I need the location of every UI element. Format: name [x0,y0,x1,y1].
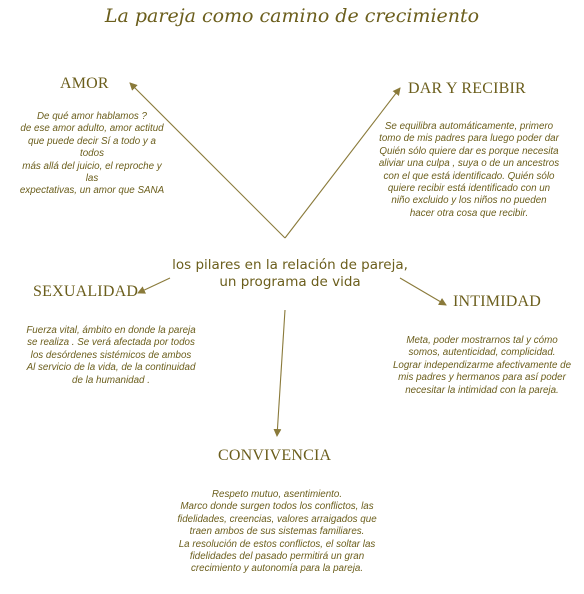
convivencia-heading: CONVIVENCIA [218,447,332,464]
diagram-title: La pareja como camino de crecimiento [104,5,480,27]
convivencia-text: Respeto mutuo, asentimiento. Marco donde surgen todos los conflictos, las fidelidades, creencias, valores arraigados que traen ambos de sus sistemas familiares. La resolución de estos conflictos, el soltar las fidelidades del pasado permitirá un gran crecimiento y autonomía para la pareja. [177,489,377,575]
amor-heading: AMOR [60,75,109,92]
sexualidad-heading: SEXUALIDAD [33,283,139,300]
dar-y-recibir-heading: DAR Y RECIBIR [408,80,526,97]
arrow-to-convivencia [277,310,285,436]
sexualidad-text: Fuerza vital, ámbito en donde la pareja se realiza . Se verá afectada por todos los desórdenes sistémicos de ambos Al servicio de la vida, de la continuidad de la humanidad . [26,325,196,386]
amor-text: De qué amor hablamos ? de ese amor adulto, amor actitud que puede decir Sí a todo y a todos más allá del juicio, el reproche y las expectativas, un amor que SANA [19,111,165,197]
central-concept: los pilares en la relación de pareja, un programa de vida [172,257,408,290]
intimidad-text: Meta, poder mostrarnos tal y cómo somos, autenticidad, complicidad. Lograr independizarme afectivamente de mis padres y hermanos para así poder necesitar la intimidad con la pareja. [392,335,572,396]
intimidad-heading: INTIMIDAD [453,293,542,310]
dar-y-recibir-text: Se equilibra automáticamente, primero tomo de mis padres para luego poder dar Quién sólo quiere dar es porque necesita aliviar una culpa , suya o de un ancestros con el que está identificado. Quién sólo quiere recibir está identificado con un niño excluido y los niños no pueden hacer otra cosa que recibir. [378,121,560,219]
